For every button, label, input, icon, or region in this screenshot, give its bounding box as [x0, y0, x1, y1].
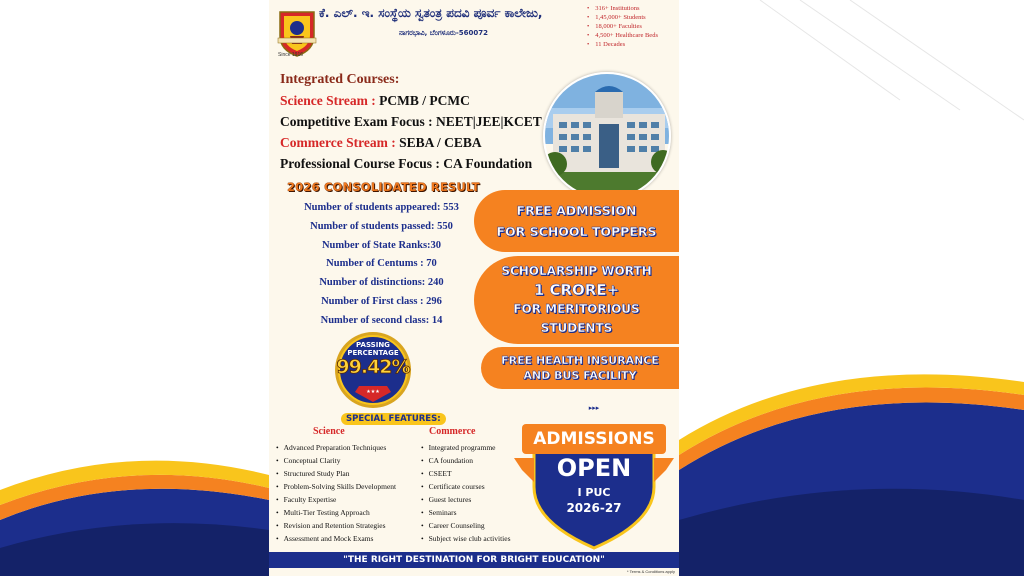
list-item: • Career Counseling — [421, 519, 511, 532]
stat-item: • 18,000+ Faculties — [587, 22, 658, 31]
science-stream-value: PCMB / PCMC — [375, 93, 470, 108]
list-item: • Certificate courses — [421, 480, 511, 493]
list-item: • Assessment and Mock Exams — [276, 532, 396, 545]
passing-percentage-badge — [333, 330, 413, 410]
science-stream-label: Science Stream : — [280, 93, 376, 108]
result-line: Number of students appeared: 553 — [304, 202, 459, 213]
college-address: ನಾಗರಭಾವಿ, ಬೆಂಗಳೂರು-560072 — [399, 29, 488, 37]
stat-item: • 316+ Institutions — [587, 4, 658, 13]
result-line: Number of distinctions: 240 — [319, 277, 444, 289]
admissions-open-badge — [514, 402, 674, 552]
list-item: • CSEET — [421, 467, 511, 480]
competitive-focus: Competitive Exam Focus : NEET|JEE|KCET — [280, 114, 542, 129]
badge-label-line2: PERCENTAGE — [347, 349, 399, 357]
list-item: • Advanced Preparation Techniques — [276, 441, 396, 454]
list-item: • Subject wise club activities — [421, 532, 511, 545]
special-features-title: SPECIAL FEATURES: — [341, 413, 446, 425]
list-item: • Guest lectures — [421, 493, 511, 506]
scholarship-line2: 1 CRORE+ — [533, 281, 620, 299]
result-line: Number of State Ranks:30 — [321, 239, 442, 251]
scholarship-line3: FOR MERITORIOUS — [513, 302, 640, 316]
badge-label-line1: PASSING — [356, 341, 390, 349]
commerce-features-heading: Commerce — [429, 426, 476, 437]
admissions-class: I PUC — [577, 486, 611, 499]
result-line: Number of First class : 296 — [321, 295, 442, 307]
terms-note: * Terms & Conditions apply — [627, 569, 675, 574]
result-line: Number of students passed: 550 — [310, 220, 453, 232]
scholarship-line4: STUDENTS — [540, 321, 613, 335]
admissions-title: ADMISSIONS — [522, 424, 666, 454]
admissions-open: OPEN — [556, 454, 632, 482]
courses-heading: Integrated Courses: — [280, 72, 400, 87]
result-title: 2026 CONSOLIDATED RESULT — [287, 180, 480, 194]
commerce-stream — [280, 132, 550, 153]
health-insurance-banner — [481, 347, 679, 389]
science-features-list — [276, 441, 396, 545]
list-item: • Faculty Expertise — [276, 493, 396, 506]
commerce-stream-value: SEBA / CEBA — [395, 135, 482, 150]
commerce-stream-label: Commerce Stream : — [280, 135, 396, 150]
badge-label — [339, 341, 407, 357]
svg-text:★★★: ★★★ — [366, 389, 380, 395]
institution-stats — [587, 4, 658, 49]
list-item: • Seminars — [421, 506, 511, 519]
list-item: • CA foundation — [421, 454, 511, 467]
list-item: • Multi-Tier Testing Approach — [276, 506, 396, 519]
stat-item: • 11 Decades — [587, 40, 658, 49]
list-item: • Revision and Retention Strategies — [276, 519, 396, 532]
courses-section — [280, 69, 550, 174]
free-admission-line1: FREE ADMISSION — [516, 203, 637, 218]
list-item: • Conceptual Clarity — [276, 454, 396, 467]
professional-focus: Professional Course Focus : CA Foundation — [280, 156, 533, 171]
badge-percentage: 99.42% — [336, 356, 410, 378]
result-line: Number of second class: 14 — [320, 314, 443, 326]
health-line1: FREE HEALTH INSURANCE — [501, 354, 659, 367]
list-item: • Integrated programme — [421, 441, 511, 454]
science-stream — [280, 90, 550, 111]
health-line2: AND BUS FACILITY — [523, 369, 637, 382]
campus-photo — [543, 72, 671, 200]
since-year: Since 1916 — [278, 52, 304, 58]
tagline-footer: "THE RIGHT DESTINATION FOR BRIGHT EDUCATION" — [269, 552, 679, 568]
stat-item: • 1,45,000+ Students — [587, 13, 658, 22]
result-line: Number of Centums : 70 — [326, 258, 437, 270]
admissions-year: 2026-27 — [566, 501, 622, 515]
svg-text:▸▸▸: ▸▸▸ — [588, 404, 600, 412]
free-admission-line2: FOR SCHOOL TOPPERS — [496, 224, 657, 239]
science-features-heading: Science — [313, 426, 345, 437]
result-list — [279, 199, 484, 331]
admission-poster — [269, 0, 679, 576]
stat-item: • 4,500+ Healthcare Beds — [587, 31, 658, 40]
scholarship-line1: SCHOLARSHIP WORTH — [501, 264, 652, 278]
college-name: ಕೆ. ಎಲ್. ಇ. ಸಂಸ್ಥೆಯ ಸ್ವತಂತ್ರ ಪದವಿ ಪೂರ್ವ ಕಾಲೇಜು, — [319, 6, 543, 20]
list-item: • Structured Study Plan — [276, 467, 396, 480]
free-admission-banner — [474, 190, 679, 252]
commerce-features-list — [421, 441, 511, 545]
scholarship-banner — [474, 256, 679, 344]
list-item: • Problem-Solving Skills Development — [276, 480, 396, 493]
